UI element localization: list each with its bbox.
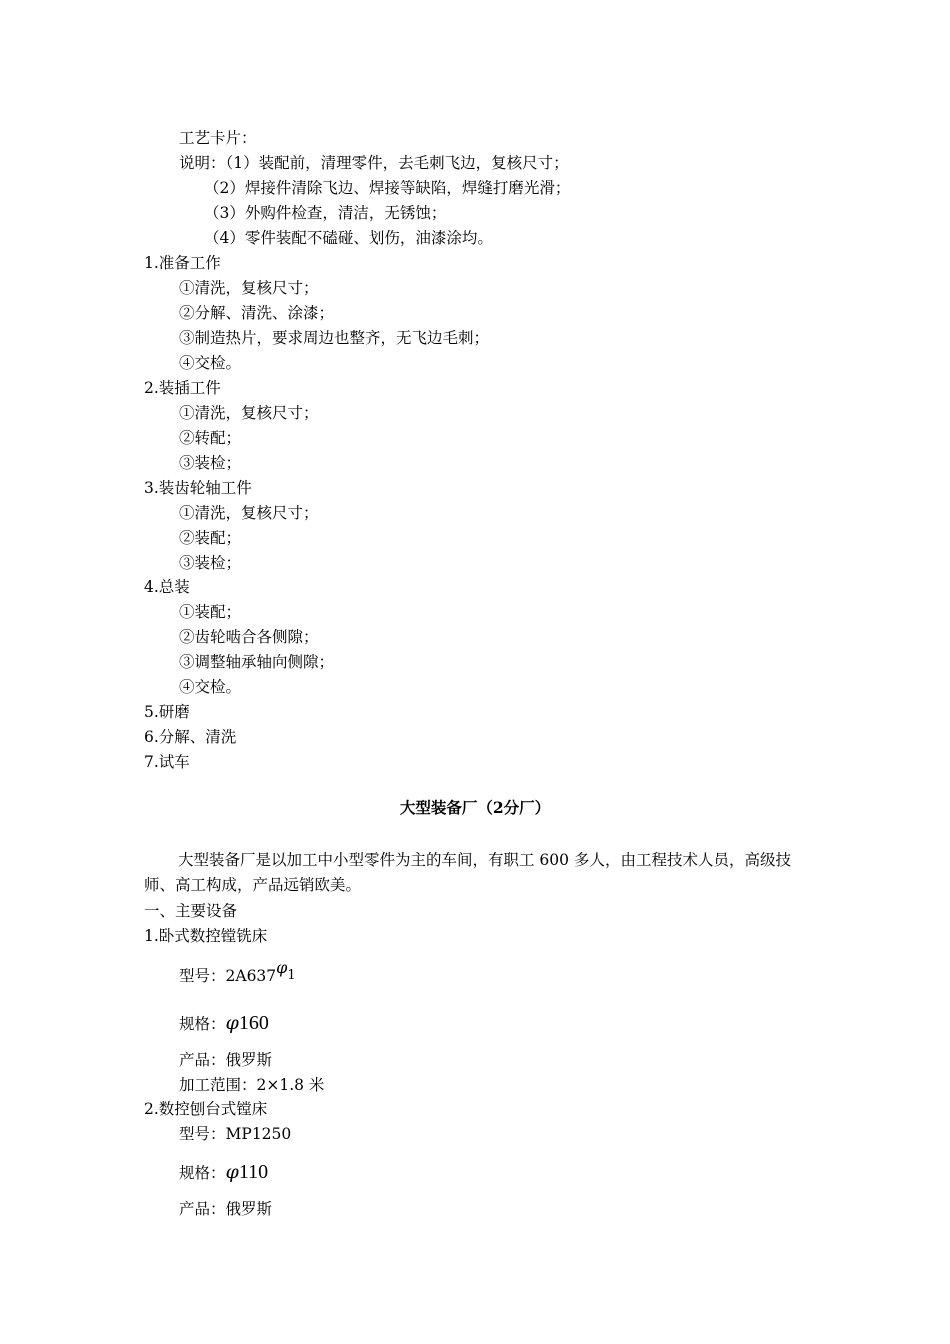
spec-value: 160 (238, 1012, 269, 1034)
spec-label: 规格： (179, 1015, 226, 1033)
step-item: ①清洗，复核尺寸； (179, 279, 319, 297)
machine-title: 1.卧式数控镗铣床 (144, 927, 268, 945)
phi-symbol: φ (225, 1012, 239, 1034)
step-item: ②齿轮啮合各侧隙； (179, 628, 319, 646)
step-title: 6.分解、清洗 (144, 728, 237, 746)
process-note: （2）焊接件清除飞边、焊接等缺陷，焊缝打磨光滑； (204, 179, 571, 197)
model-label: 型号： (179, 1125, 226, 1143)
step-title: 7.试车 (144, 753, 190, 771)
step-item: ①清洗，复核尺寸； (179, 504, 319, 522)
spec-value: 110 (238, 1161, 269, 1183)
spec-label: 规格： (179, 1164, 226, 1182)
step-item: ①清洗，复核尺寸； (179, 404, 319, 422)
process-note-intro: 说明：（1）装配前，清理零件，去毛刺飞边，复核尺寸； (179, 154, 569, 172)
machine-title: 2.数控刨台式镗床 (144, 1100, 268, 1118)
section-title: 大型装备厂（2分厂） (399, 798, 551, 817)
machine-spec (179, 1162, 268, 1183)
model-value: MP1250 (225, 1125, 292, 1143)
step-item: ②装配； (179, 529, 242, 547)
step-title: 2.装插工件 (144, 379, 221, 397)
model-value: 2A637 (225, 967, 277, 985)
step-title: 5.研磨 (144, 703, 190, 721)
machine-origin: 产品：俄罗斯 (179, 1200, 273, 1218)
step-title: 4.总装 (144, 578, 190, 596)
machine-model (179, 958, 296, 988)
equipment-heading: 一、主要设备 (144, 902, 238, 920)
section-paragraph: 大型装备厂是以加工中小型零件为主的车间，有职工 600 多人，由工程技术人员，高级技师、高工构成，产品远销欧美。 (144, 851, 791, 894)
machine-range: 加工范围：2×1.8 米 (179, 1076, 325, 1094)
step-item: ③装检； (179, 454, 242, 472)
step-item: ①装配； (179, 603, 242, 621)
step-item: ④交检。 (179, 678, 242, 696)
model-label: 型号： (179, 967, 226, 985)
step-item: ④交检。 (179, 354, 242, 372)
model-subscript: 1 (287, 968, 296, 983)
machine-spec (179, 1013, 269, 1034)
machine-model (179, 1124, 291, 1144)
step-item: ②转配； (179, 429, 242, 447)
phi-symbol: φ (276, 958, 288, 977)
process-note: （4）零件装配不磕碰、划伤，油漆涂均。 (204, 229, 493, 247)
process-note: （3）外购件检查，清洁，无锈蚀； (204, 204, 447, 222)
step-title: 3.装齿轮轴工件 (144, 479, 252, 497)
step-item: ③装检； (179, 554, 242, 572)
step-item: ③调整轴承轴向侧隙； (179, 653, 335, 671)
step-title: 1.准备工作 (144, 254, 221, 272)
phi-symbol: φ (225, 1161, 239, 1183)
process-card-heading: 工艺卡片： (179, 129, 257, 147)
step-item: ③制造热片，要求周边也整齐，无飞边毛刺； (179, 329, 490, 347)
step-item: ②分解、清洗、涂漆； (179, 304, 335, 322)
machine-origin: 产品：俄罗斯 (179, 1051, 273, 1069)
